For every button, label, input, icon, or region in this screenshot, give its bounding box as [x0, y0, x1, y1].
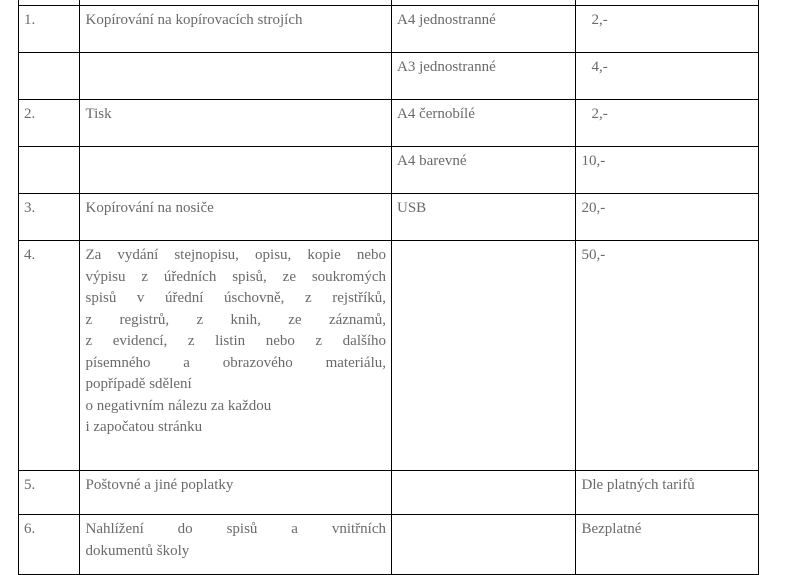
row-description: [80, 53, 392, 100]
row-price: [576, 241, 759, 471]
row-description: Kopírování na kopírovacích strojích: [80, 6, 392, 53]
row-number: 4.: [19, 241, 80, 471]
row-variant: [392, 515, 576, 575]
row-number: [19, 147, 80, 194]
row-variant: A3 jednostranné: [392, 53, 576, 100]
row-price: [576, 515, 759, 575]
row-number: [19, 53, 80, 100]
row-description: Tisk: [80, 100, 392, 147]
description-line: výpisu z úředních spisů, ze soukromých: [85, 268, 386, 285]
price-value: 10,-: [581, 153, 606, 169]
table-row: [19, 515, 759, 575]
row-price: [576, 100, 759, 147]
description-line: z evidencí, z listin nebo z dalšího: [85, 333, 386, 349]
description-line: Nahlížení do spisů a vnitřních: [85, 521, 386, 537]
row-variant: [392, 241, 576, 471]
price-value: 50,-: [581, 247, 606, 263]
table-row: [19, 147, 759, 194]
row-price: [576, 471, 759, 515]
table-row: [19, 100, 759, 147]
price-value: Bezplatné: [581, 521, 642, 537]
fee-table: [18, 0, 759, 575]
price-value: 20,-: [581, 200, 606, 216]
row-number: 3.: [19, 194, 80, 241]
description-line: spisů v úřední úschovně, z rejstříků,: [85, 290, 386, 306]
description-line: i započatou stránku: [85, 419, 203, 435]
table-row: [19, 6, 759, 53]
description-line: z registrů, z knih, ze záznamů,: [85, 311, 386, 328]
description-line: písemného a obrazového materiálu,: [85, 354, 386, 371]
description-line: Za vydání stejnopisu, opisu, kopie nebo: [85, 247, 386, 263]
price-value: 2,-: [591, 12, 608, 28]
row-description: [80, 515, 392, 575]
row-variant: [392, 471, 576, 515]
price-value: 4,-: [591, 59, 608, 75]
row-description: Kopírování na nosiče: [80, 194, 392, 241]
description-line: dokumentů školy: [85, 542, 190, 559]
table-row: [19, 241, 759, 471]
row-variant: A4 barevné: [392, 147, 576, 194]
row-number: 6.: [19, 515, 80, 575]
row-number: 2.: [19, 100, 80, 147]
row-variant: A4 černobílé: [392, 100, 576, 147]
row-price: [576, 53, 759, 100]
row-description: Poštovné a jiné poplatky: [80, 471, 392, 515]
table-row: [19, 194, 759, 241]
price-value: 2,-: [591, 106, 608, 122]
row-price: [576, 194, 759, 241]
table-row: [19, 471, 759, 515]
price-value: Dle platných tarifů: [581, 477, 695, 493]
row-price: [576, 6, 759, 53]
row-price: [576, 147, 759, 194]
description-line: popřípadě sdělení: [85, 376, 192, 392]
row-number: 5.: [19, 471, 80, 515]
row-variant: USB: [392, 194, 576, 241]
table-row: [19, 53, 759, 100]
row-description: [80, 147, 392, 194]
row-description: [80, 241, 392, 471]
description-line: o negativním nálezu za každou: [85, 397, 272, 414]
row-variant: A4 jednostranné: [392, 6, 576, 53]
row-number: 1.: [19, 6, 80, 53]
